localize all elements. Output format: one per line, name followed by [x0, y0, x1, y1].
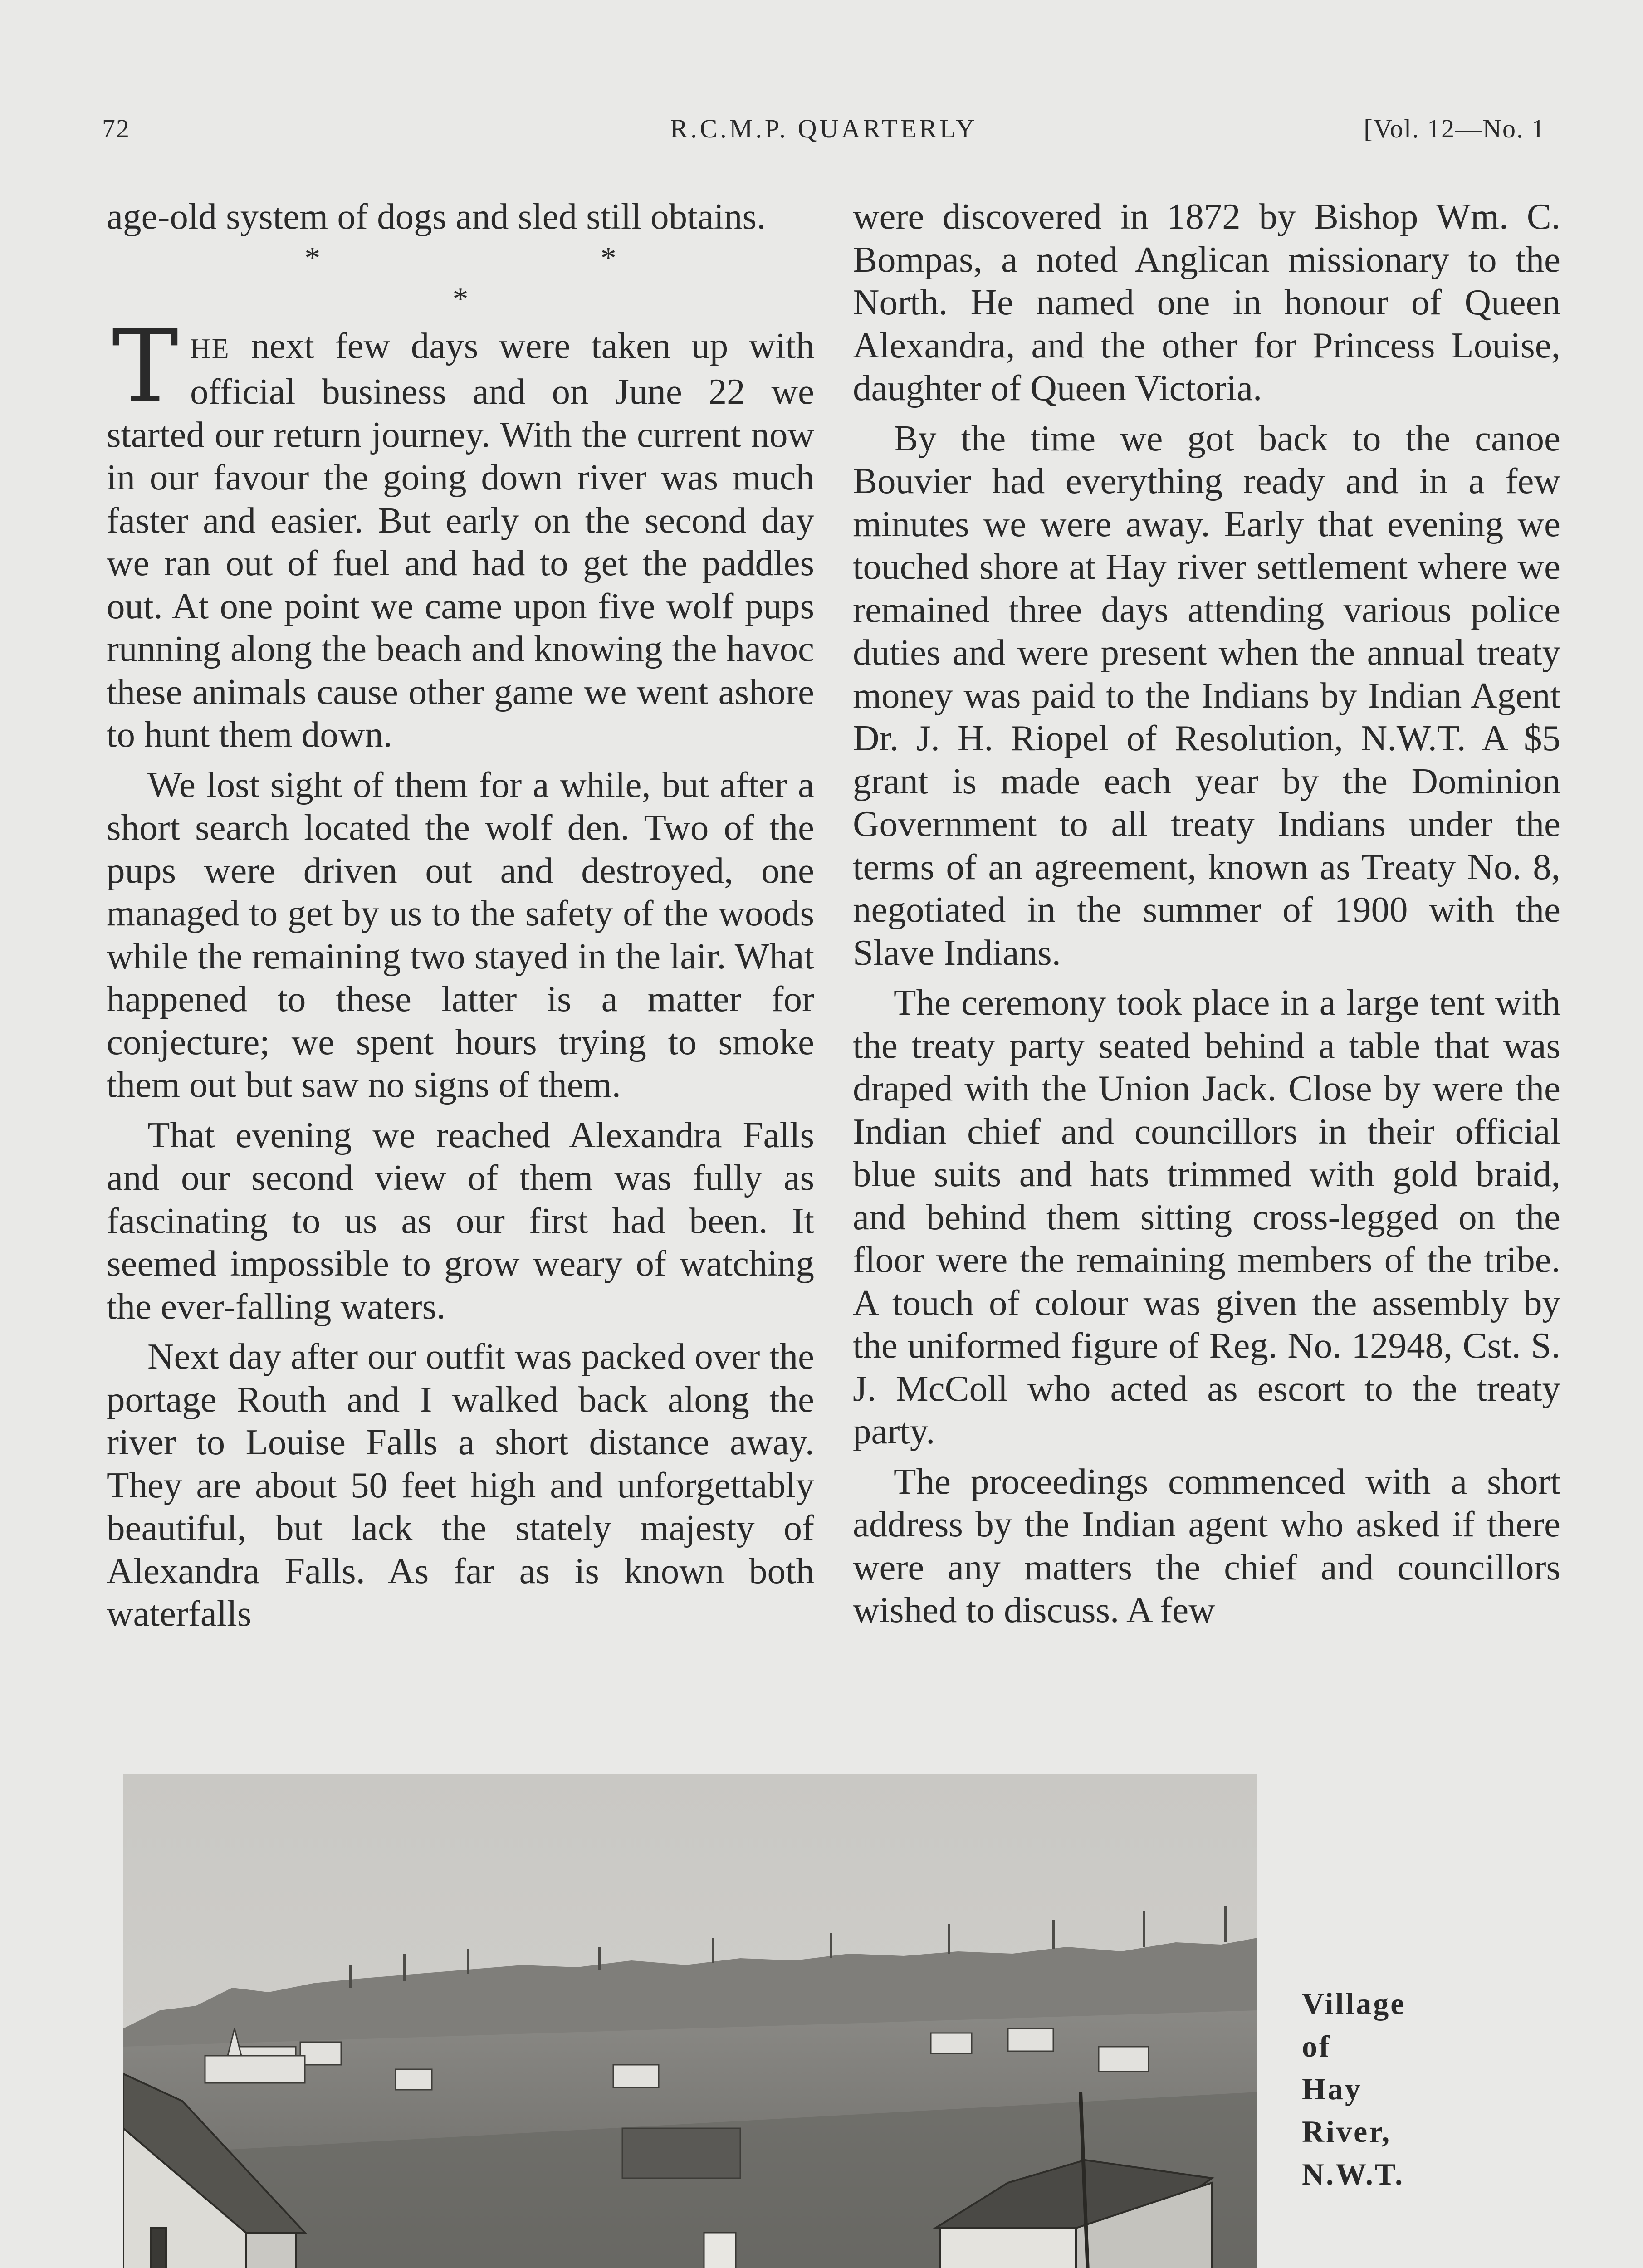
- paragraph: By the time we got back to the canoe Bouvier had everything ready and in a few minutes we were away. Early that evening we touched shore at Hay river settlement where we remained three days attending various police duties and were present when the annual treaty money was paid to the Indians by Indian Agent Dr. J. H. Riopel of Resolution, N.W.T. A $5 grant is made each year by the Dominion Government to all treaty Indians under the terms of an agreement, known as Treaty No. 8, negotiated in the summer of 1900 with the Slave Indians.: [853, 417, 1560, 973]
- photo-illustration: [123, 1774, 1257, 2268]
- section-break: * * *: [304, 240, 753, 317]
- drop-cap: T: [112, 308, 179, 425]
- paragraph-with-dropcap: [107, 308, 814, 756]
- right-column: [853, 195, 1560, 1632]
- photo-caption: [1302, 1982, 1529, 2195]
- small-caps-lead: HE: [190, 333, 230, 364]
- left-column: [107, 195, 814, 1635]
- caption-line: Village: [1302, 1986, 1406, 2021]
- paragraph: were discovered in 1872 by Bishop Wm. C. Bompas, a noted Anglican missionary to the North. He named one in honour of Queen Alexandra, and the other for Princess Louise, daughter of Queen Victoria.: [853, 196, 1560, 408]
- paragraph: Next day after our outfit was packed over the portage Routh and I walked back along the river to Louise Falls a short distance away. They are about 50 feet high and unforgettably beautiful, but lack the stately majesty of Alexandra Falls. As far as is known both waterfalls: [107, 1336, 814, 1634]
- paragraph: The proceedings commenced with a short address by the Indian agent who asked if there were any matters the chief and councillors wished to discuss. A few: [853, 1461, 1560, 1630]
- volume-number: [Vol. 12—No. 1: [1364, 114, 1545, 143]
- caption-line: River,: [1302, 2114, 1392, 2149]
- paragraph: We lost sight of them for a while, but after a short search located the wolf den. Two of the pups were driven out and destroyed, one managed to get by us to the safety of the woods while the remaining two stayed in the lair. What happened to these latter is a matter for conjecture; we spent hours trying to smoke them out but saw no signs of them.: [107, 764, 814, 1105]
- caption-line: N.W.T.: [1302, 2157, 1405, 2191]
- page-header: [102, 113, 1545, 150]
- paragraph-text: next few days were taken up with official business and on June 22 we started our return journey. With the current now in our favour the going down river was much faster and easier. But early on the second day we ran out of fuel and had to get the paddles out. At one point we came upon five wolf pups running along the beach and knowing the havoc these animals cause other game we went ashore to hunt them down.: [107, 325, 814, 755]
- paragraph: The ceremony took place in a large tent with the treaty party seated behind a table that was draped with the Union Jack. Close by were the Indian chief and councillors in their official blue suits and hats trimmed with gold braid, and behind them sitting cross-legged on the floor were the remaining members of the tribe. A touch of colour was given the assembly by the uniformed figure of Reg. No. 12948, Cst. S. J. McColl who acted as escort to the treaty party.: [853, 982, 1560, 1452]
- paragraph: That evening we reached Alexandra Falls and our second view of them was fully as fascinating to us as our first had been. It seemed impossible to grow weary of watching the ever-falling waters.: [107, 1114, 814, 1327]
- caption-line: Hay: [1302, 2072, 1362, 2106]
- village-photograph: [123, 1774, 1257, 2268]
- paragraph: age-old system of dogs and sled still obtains.: [107, 196, 766, 237]
- page-number: 72: [102, 114, 130, 143]
- journal-title: R.C.M.P. QUARTERLY: [670, 114, 978, 143]
- caption-line: of: [1302, 2029, 1331, 2063]
